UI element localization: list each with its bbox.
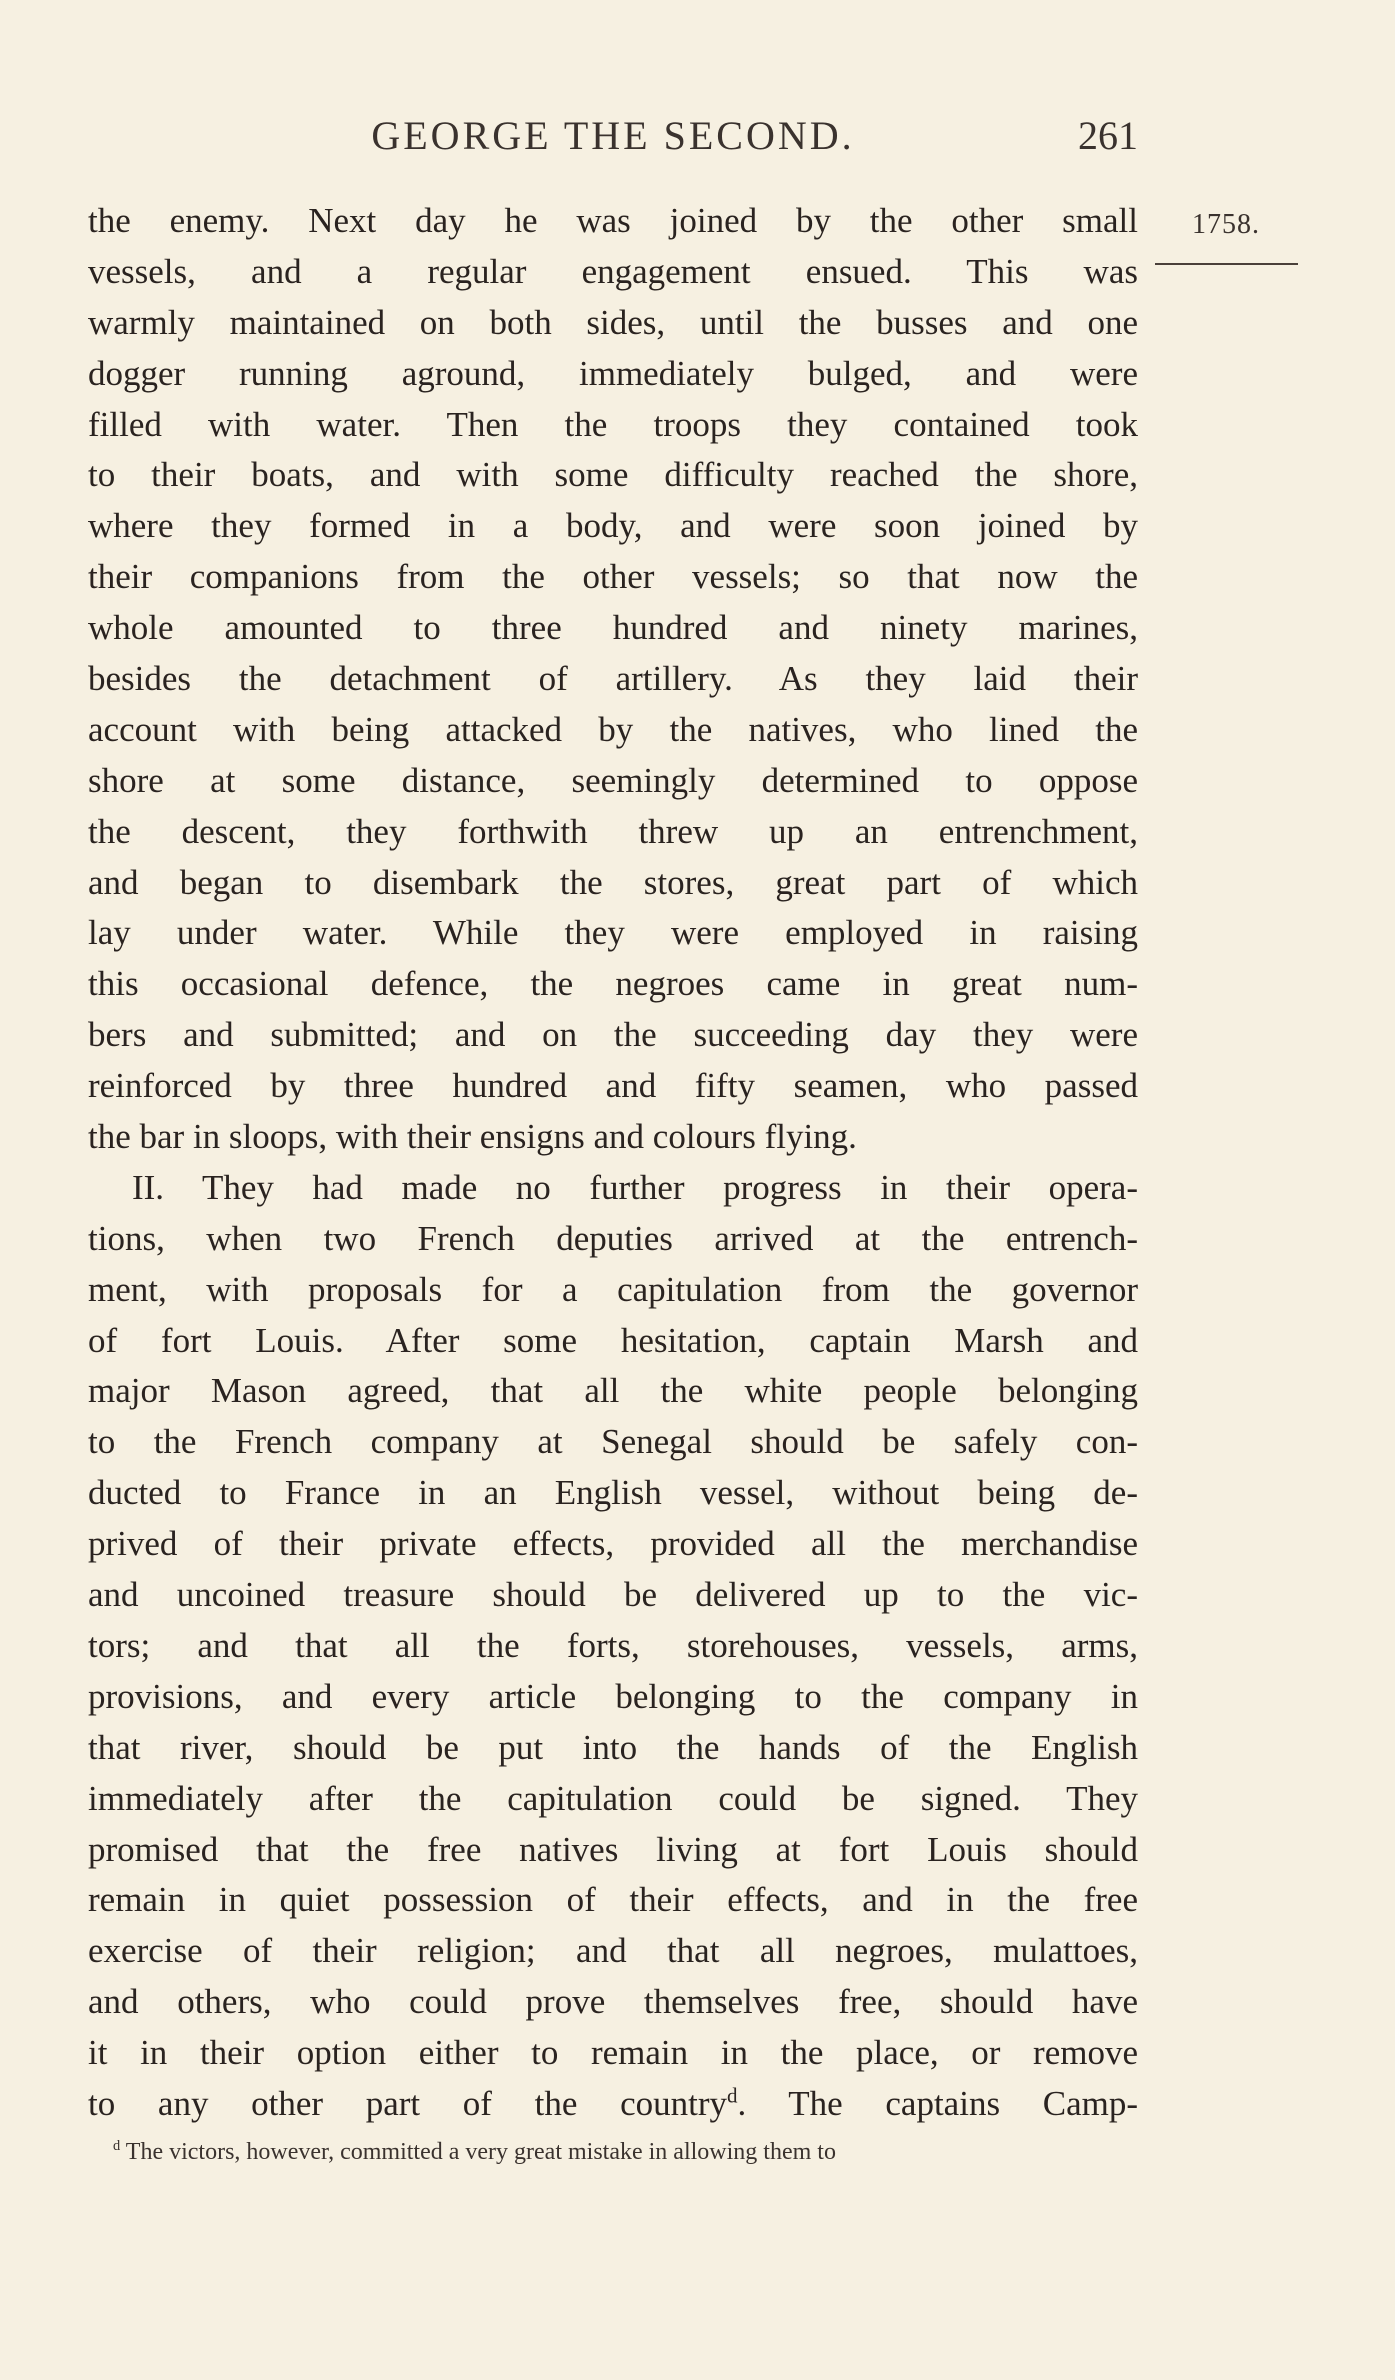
text-line: and began to disembark the stores, great part of which xyxy=(88,862,1138,902)
footnote-text: The victors, however, committed a very great mistake in allowing them to xyxy=(125,2139,836,2165)
text-line: ducted to France in an English vessel, without being de- xyxy=(88,1473,1138,1513)
footnote-mark: d xyxy=(113,2138,121,2154)
text-line: the bar in sloops, with their ensigns and colours flying. xyxy=(88,1117,857,1157)
final-text-line xyxy=(88,2079,1138,2130)
text-line: the enemy. Next day he was joined by the other small xyxy=(88,201,1138,240)
text-line: shore at some distance, seemingly determined to oppose xyxy=(88,760,1138,800)
text-line: tions, when two French deputies arrived at the entrench- xyxy=(88,1218,1138,1258)
text-line: it in their option either to remain in the place, or remove xyxy=(88,2033,1138,2073)
final-line-start: to any other part of the country xyxy=(88,2083,727,2123)
body-text xyxy=(88,196,1138,2130)
text-line: promised that the free natives living at fort Louis should xyxy=(88,1829,1138,1869)
text-line: that river, should be put into the hands of the English xyxy=(88,1727,1138,1767)
text-line: to their boats, and with some difficulty reached the shore, xyxy=(88,455,1138,495)
text-line: lay under water. While they were employed in raising xyxy=(88,913,1138,953)
text-line: and others, who could prove themselves free, should have xyxy=(88,1982,1138,2022)
text-line: warmly maintained on both sides, until the busses and one xyxy=(88,302,1138,342)
text-line: account with being attacked by the natives, who lined the xyxy=(88,709,1138,749)
margin-rule xyxy=(1155,263,1298,265)
footnote-reference[interactable]: d xyxy=(727,2083,738,2108)
running-title: GEORGE THE SECOND. xyxy=(371,113,855,158)
text-line: where they formed in a body, and were soon joined by xyxy=(88,506,1138,546)
text-line: provisions, and every article belonging to the company in xyxy=(88,1676,1138,1716)
text-line: bers and submitted; and on the succeeding day they were xyxy=(88,1015,1138,1055)
text-line: vessels, and a regular engagement ensued. This was xyxy=(88,251,1138,291)
text-line: the descent, they forthwith threw up an entrenchment, xyxy=(88,811,1138,851)
footnote xyxy=(113,2132,1138,2172)
text-line: reinforced by three hundred and fifty seamen, who passed xyxy=(88,1066,1138,1106)
text-line: exercise of their religion; and that all negroes, mulattoes, xyxy=(88,1931,1138,1971)
text-line: of fort Louis. After some hesitation, captain Marsh and xyxy=(88,1320,1138,1360)
text-line: whole amounted to three hundred and ninety marines, xyxy=(88,608,1138,648)
margin-year: 1758. xyxy=(1192,209,1260,240)
text-line: remain in quiet possession of their effects, and in the free xyxy=(88,1880,1138,1920)
final-line-end: . The captains Camp- xyxy=(737,2083,1138,2123)
running-head xyxy=(88,112,1138,164)
text-line: prived of their private effects, provided all the merchandise xyxy=(88,1524,1138,1564)
page-number: 261 xyxy=(1078,113,1138,158)
text-line: to the French company at Senegal should be safely con- xyxy=(88,1422,1138,1462)
text-line: ment, with proposals for a capitulation from the governor xyxy=(88,1269,1138,1309)
text-line: dogger running aground, immediately bulged, and were xyxy=(88,353,1138,393)
section-start-line: II. They had made no further progress in their opera- xyxy=(132,1167,1138,1207)
text-line: tors; and that all the forts, storehouses, vessels, arms, xyxy=(88,1625,1138,1665)
text-line: their companions from the other vessels; so that now the xyxy=(88,557,1138,597)
text-line: filled with water. Then the troops they contained took xyxy=(88,404,1138,444)
text-line: immediately after the capitulation could be signed. They xyxy=(88,1778,1138,1818)
text-line: besides the detachment of artillery. As they laid their xyxy=(88,659,1138,699)
text-line: and uncoined treasure should be delivered up to the vic- xyxy=(88,1575,1138,1615)
text-line: major Mason agreed, that all the white people belonging xyxy=(88,1371,1138,1411)
text-line: this occasional defence, the negroes came in great num- xyxy=(88,964,1138,1004)
